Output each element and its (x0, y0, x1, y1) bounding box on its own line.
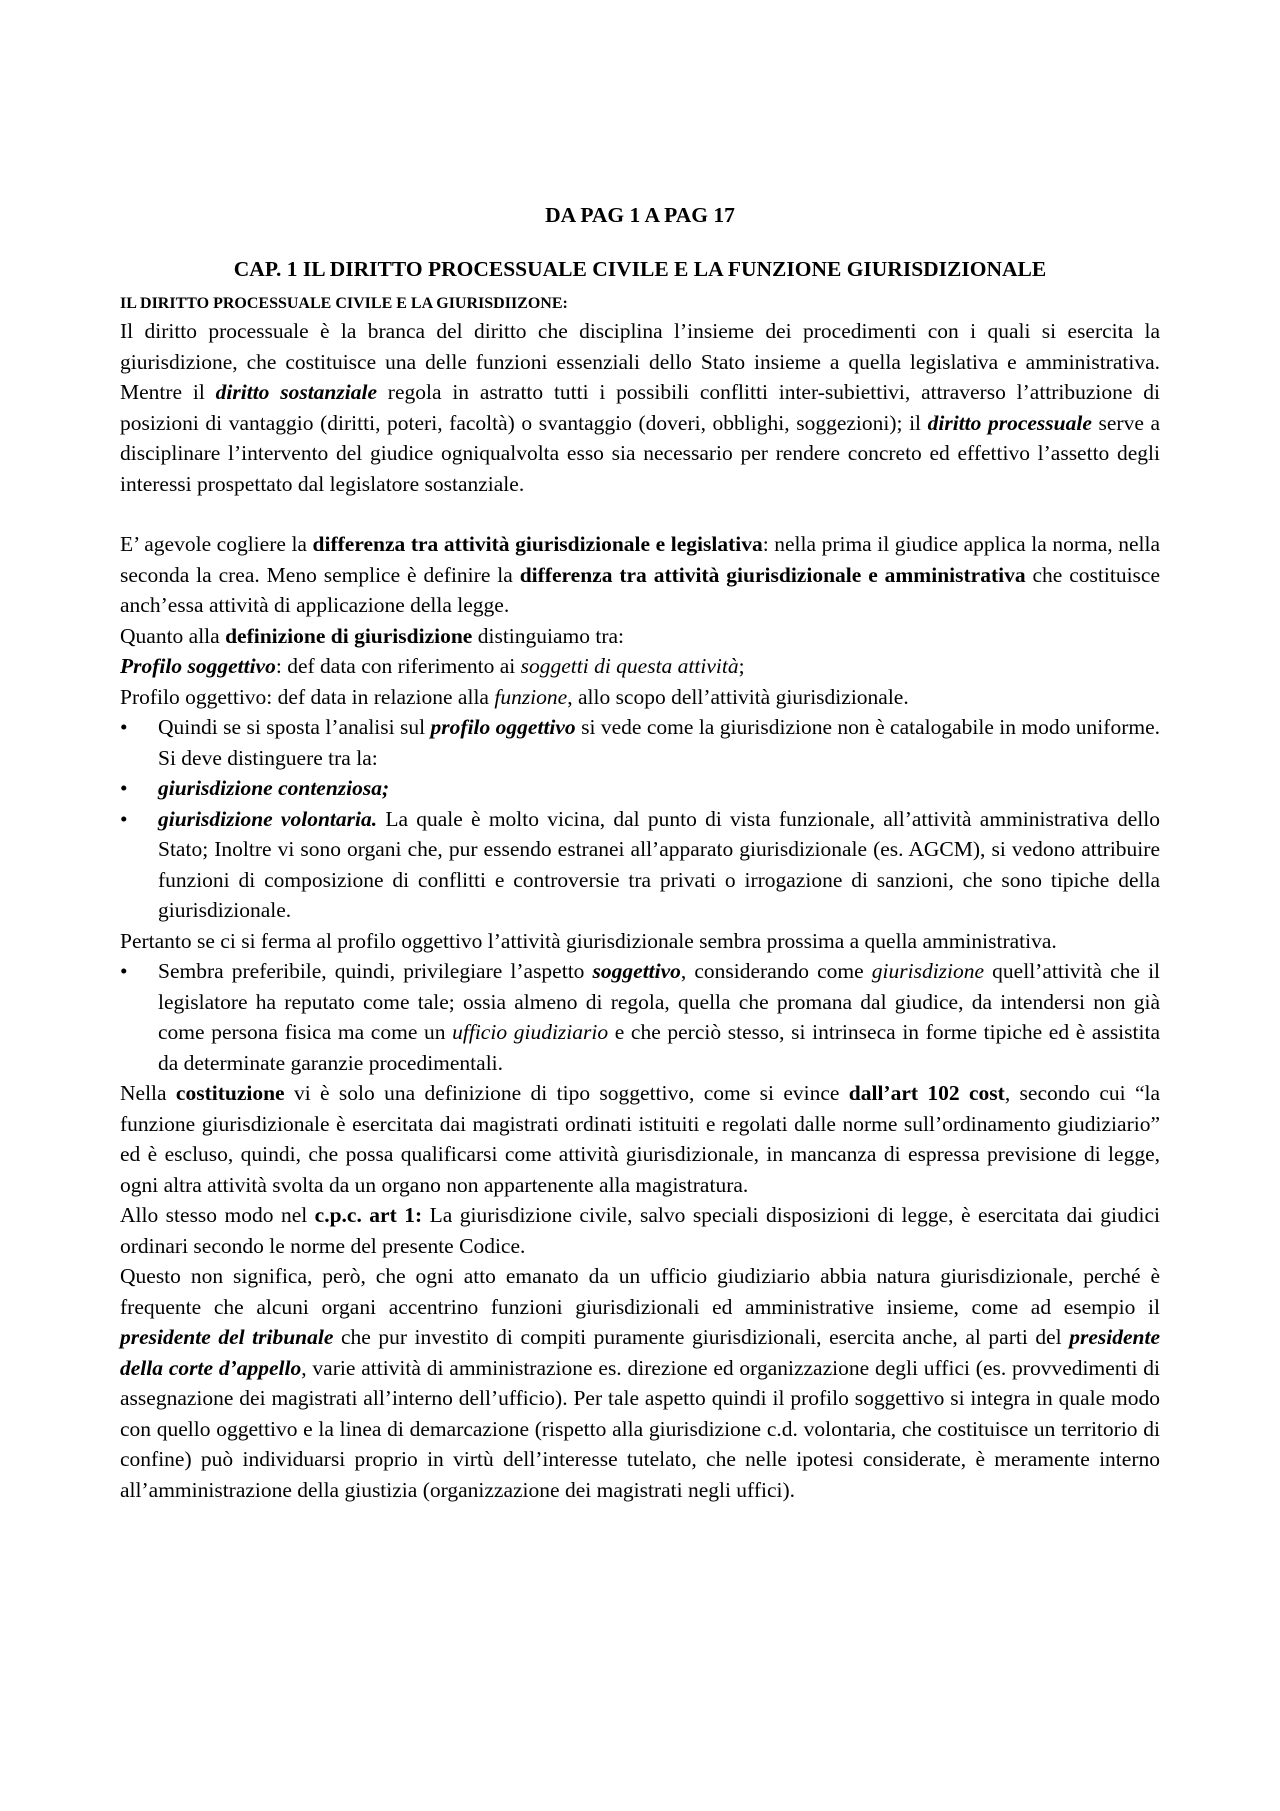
paragraph-cpc (120, 1200, 1160, 1261)
text-run: : def data con riferimento ai (275, 654, 521, 678)
page-range-title: DA PAG 1 A PAG 17 (545, 203, 735, 227)
paragraph-profilo-oggettivo (120, 682, 1160, 713)
text-run: Il diritto processuale è la branca del diritto che disciplina l’insieme dei procedimenti con i quali si esercita la giurisdizione, che costituisce una delle funzioni essenziali dello Stato insieme a quella legislativa e amministrativa. Mentre il (120, 319, 1160, 404)
text-run-italic: soggetti di questa attività (520, 654, 739, 678)
list-item (120, 804, 1160, 926)
text-run: distinguiamo tra: (472, 623, 625, 648)
text-run: vi è solo una definizione di tipo soggettivo, come si evince (284, 1081, 849, 1105)
term-art-102: dall’art 102 cost (848, 1081, 1005, 1105)
paragraph-differenze (120, 529, 1160, 621)
text-run: Sembra preferibile, quindi, privilegiare l’aspetto (158, 959, 593, 983)
text-run: ; (738, 654, 745, 678)
term-differenza-legislativa: differenza tra attività giurisdizionale e legislativa (312, 532, 763, 556)
text-run: regola in astratto tutti i possibili conflitti inter-subiettivi, attraverso l’attribuzione di posizioni di vantaggio (diritti, poteri, facoltà) o svantaggio (doveri, obblighi, soggezioni); il (120, 380, 1160, 435)
paragraph-intro (120, 316, 1160, 499)
section-heading: IL DIRITTO PROCESSUALE CIVILE E LA GIURISDIIZONE: (120, 295, 568, 312)
term-presidente-tribunale: presidente del tribunale (120, 1325, 334, 1349)
bullet-list-oggettivo (120, 712, 1160, 926)
text-run: Allo stesso modo nel (120, 1203, 315, 1227)
text-run: Quanto alla (120, 623, 226, 648)
term-costituzione: costituzione (175, 1081, 285, 1105)
term-diritto-processuale: diritto processuale (927, 410, 1092, 435)
text-run: E’ agevole cogliere la (120, 532, 313, 556)
text-run: Nella (120, 1081, 176, 1105)
list-item (120, 712, 1160, 773)
paragraph-pertanto: Pertanto se ci si ferma al profilo oggettivo l’attività giurisdizionale sembra prossima a quella amministrativa. (120, 928, 1057, 953)
text-run: che pur investito di compiti puramente giurisdizionali, esercita anche, al parti del (333, 1325, 1070, 1349)
term-giurisdizione-contenziosa: giurisdizione contenziosa; (158, 776, 390, 800)
text-run-italic: giurisdizione (871, 959, 985, 983)
text-run: e che perciò stesso, si intrinseca in forme tipiche ed è assistita da determinate garanzie procedimentali. (158, 1020, 1160, 1075)
list-item (120, 773, 1160, 804)
term-soggettivo: soggettivo (592, 959, 681, 983)
text-run: serve a disciplinare l’intervento del giudice ogniqualvolta esso sia necessario per rendere concreto ed effettivo l’assetto degli interessi prospettato dal legislatore sostanziale. (120, 410, 1161, 496)
text-run: quell’attività che il legislatore ha reputato come tale; ossia almeno di regola, quella che promana dal giudice, da intendersi non già come persona fisica ma come un (158, 959, 1161, 1044)
term-profilo-oggettivo: profilo oggettivo (430, 715, 576, 739)
paragraph-ufficio-giudiziario (120, 1261, 1160, 1505)
text-run: Quindi se si sposta l’analisi sul (158, 715, 431, 739)
paragraph-definizione (120, 621, 1160, 652)
text-run: , allo scopo dell’attività giurisdizionale. (567, 684, 909, 709)
term-presidente-corte-appello: presidente della corte d’appello (120, 1325, 1160, 1380)
term-definizione-giurisdizione: definizione di giurisdizione (225, 623, 473, 648)
term-differenza-amministrativa: differenza tra attività giurisdizionale e amministrativa (519, 562, 1026, 587)
paragraph-profilo-soggettivo (120, 651, 1160, 682)
chapter-title: CAP. 1 IL DIRITTO PROCESSUALE CIVILE E LA FUNZIONE GIURISDIZIONALE (233, 257, 1047, 281)
text-run: si vede come la giurisdizione non è catalogabile in modo uniforme. Si deve distinguere tra la: (158, 715, 1160, 770)
text-run: che costituisce anch’essa attività di applicazione della legge. (120, 562, 1160, 617)
bullet-list-soggettivo (120, 956, 1160, 1078)
text-run: , secondo cui “la funzione giurisdizionale è esercitata dai magistrati ordinati istituiti e regolati dalle norme sull’ordinamento giudiziario” ed è escluso, quindi, che possa qualificarsi come attività giurisdizionale, in mancanza di espressa previsione di legge, ogni altra attività svolta da un organo non appartenente alla magistratura. (120, 1081, 1161, 1197)
document-body (120, 196, 1160, 1505)
text-run: Profilo oggettivo: def data in relazione alla (120, 684, 495, 709)
text-run: , varie attività di amministrazione es. direzione ed organizzazione degli uffici (es. provvedimenti di assegnazione dei magistrati all’interno dell’ufficio). Per tale aspetto quindi il profilo soggettivo si integra in quale modo con quello oggettivo e la linea di demarcazione (rispetto alla giurisdizione c.d. volontaria, che costituisce un territorio di confine) può individuarsi proprio in virtù dell’interesse tutelato, che nelle ipotesi considerate, è meramente interno all’amministrazione della giustizia (organizzazione dei magistrati negli uffici). (120, 1355, 1160, 1502)
term-diritto-sostanziale: diritto sostanziale (215, 380, 377, 404)
term-giurisdizione-volontaria: giurisdizione volontaria. (158, 806, 378, 831)
text-run-italic: funzione (494, 684, 568, 709)
text-run: La giurisdizione civile, salvo speciali disposizioni di legge, è esercitata dai giudici ordinari secondo le norme del presente Codice. (120, 1203, 1160, 1258)
text-run: Questo non significa, però, che ogni atto emanato da un ufficio giudiziario abbia natura giurisdizionale, perché è frequente che alcuni organi accentrino funzioni giurisdizionali ed amministrative insieme, come ad esempio il (120, 1264, 1160, 1319)
list-item (120, 956, 1160, 1078)
paragraph-costituzione (120, 1078, 1160, 1200)
text-run: : nella prima il giudice applica la norma, nella seconda la crea. Meno semplice è definire la (120, 532, 1160, 587)
text-run: , considerando come (680, 959, 872, 983)
term-profilo-soggettivo: Profilo soggettivo (120, 654, 276, 678)
term-cpc-art-1: c.p.c. art 1: (314, 1203, 423, 1227)
text-run-italic: ufficio giudiziario (452, 1020, 609, 1044)
text-run: La quale è molto vicina, dal punto di vista funzionale, all’attività amministrativa dello Stato; Inoltre vi sono organi che, pur essendo estranei all’apparato giurisdizionale (es. AGCM), si vedono attribuire funzioni di composizione di conflitti e controversie tra privati o irrogazione di sanzioni, che sono tipiche della giurisdizionale. (158, 806, 1160, 922)
